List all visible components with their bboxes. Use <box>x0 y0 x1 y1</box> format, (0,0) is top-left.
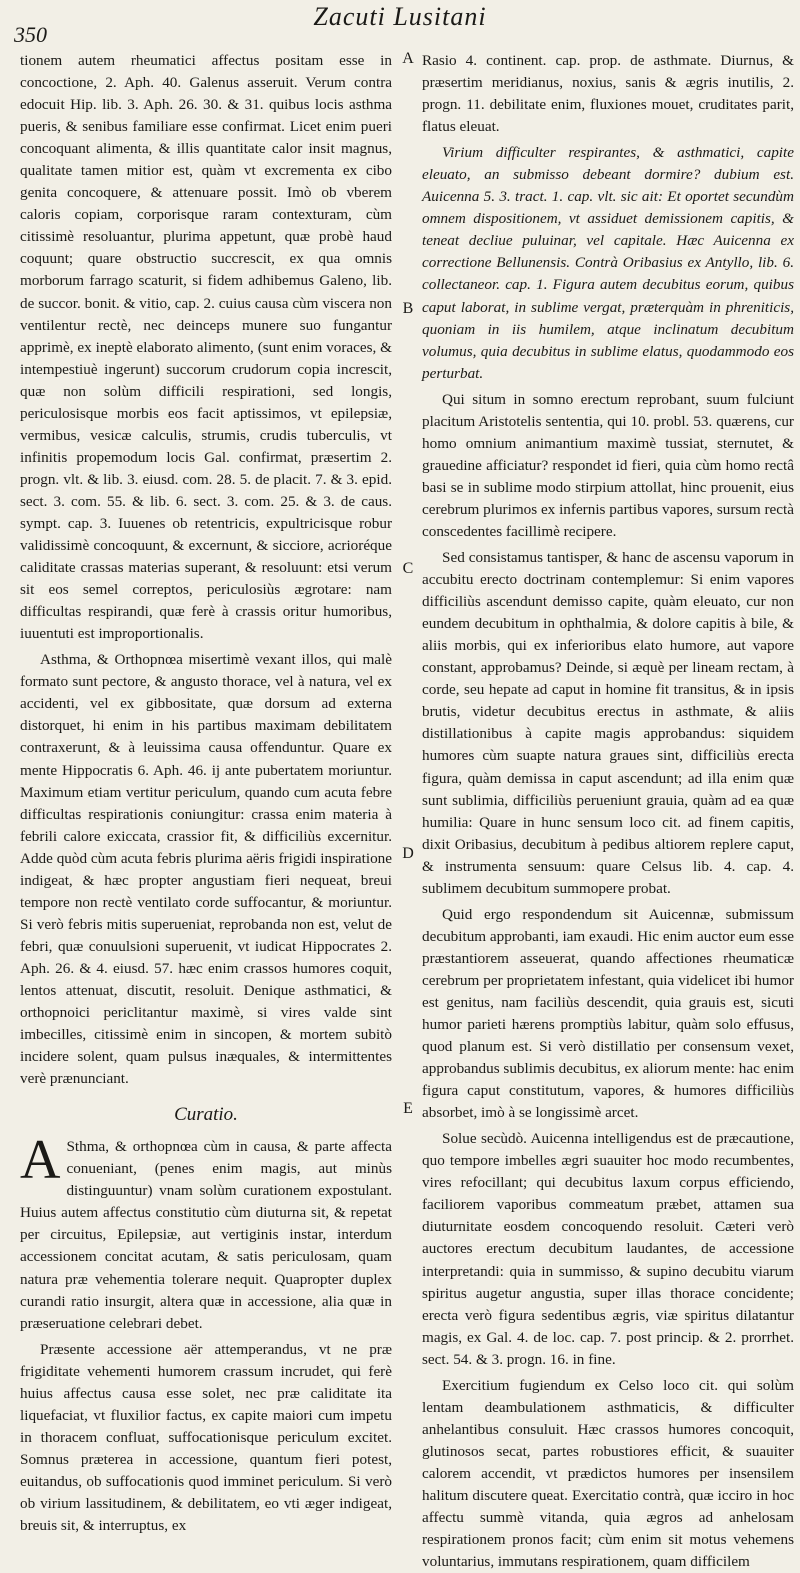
running-title: Zacuti Lusitani <box>313 2 487 31</box>
left-column <box>20 50 392 1537</box>
margin-letter-e: E <box>403 1100 413 1117</box>
paragraph: Exercitium fugiendum ex Celso loco cit. qui solùm lentam deambulationem asthmaticis, & difficulter anhelantibus consuluit. Hæc crassos humores concoquit, glutinosos secat, partes robustiores efficit, & suauiter calorem accendit, vt prædictos humores per insensilem halitum discutere queat. Exercitatio contrà, quæ icciro in hoc affectu summè vitanda, quia ægros ad anhelosam respirationem pronos facit; cùm enim sit motus vehemens voluntarius, immutans respirationem, quam difficilem <box>422 1376 794 1571</box>
paragraph: Quid ergo respondendum sit Auicennæ, submissum decubitum approbanti, iam exaudi. Hic enim auctor eum esse præstantiorem asseuerat, quando affectiones rheumaticæ cerebrum per proprietatem infestant, quia videlicet ibi humor est genitus, nam faciliùs descendit, quia grauis est, sicuti humor parieti hærens promptiùs labitur, quàm solo effusus, quod planum est. Si verò distillatio per consensum vexet, approbandus sublimis decubitus, ex aliorum mente: hac enim figura caput constitutum, vapores, & humores difficiliùs absorbet, imò à se longissimè arcet. <box>422 905 795 1122</box>
margin-letter-a: A <box>402 50 414 67</box>
paragraph-text: Sthma, & orthopnœa cùm in causa, & parte affecta conueniant, (penes enim magis, aut minùs distinguuntur) vnam solùm curationem expostulant. Huius autem affectus constitutio cùm diuturna sit, & repetat per circuitus, Epilepsiæ, aut vertiginis instar, interdum accessionem concitat acutam, & satis periculosam, quam natura præ vehementia tolerare nequit. Quapropter duplex curandi ratio insurgit, altera quæ in accessione, alia quæ in præseruatione celebrari debet. <box>20 1138 392 1332</box>
paragraph: tionem autem rheumatici affectus positam esse in concoctione, 2. Aph. 40. Galenus asseruit. Verum contra edocuit Hip. lib. 3. Aph. 26. 30. & 31. quibus locis asthma pueris, & senibus familiare esse confirmat. Licet enim pueri concoquant alimenta, & illis quantitate calor insit magnus, qualitate tamen mitior est, quàm vt excrementa ex cibo genita concoquere, & attenuare possit. Imò ob vberem caloris copiam, corporisque raram contexturam, cùm citissimè resoluantur, plurima appetunt, quæ probè haud coquunt; quare obstructio succrescit, ex qua omnis morborum farrago scaturit, si fidem adhibemus Galeno, lib. de succor. bonit. & vitio, cap. 2. cuius causa cùm viscera non ventilentur rectè, nec deinceps munere suo fungantur apprimè, ex ineptè elaborato alimento, (sunt enim voraces, & intempestiuè ingerunt) succorum crudorum copia increscit, quæ non solùm difficili respirationi, sed longis, periculosisque morbis eos facit aptissimos, vt epilepsiæ, vermibus, vesicæ calculis, strumis, crudis tuberculis, vt infinitis propemodum locis Gal. confirmat, præsertim 2. progn. vlt. & lib. 3. eiusd. com. 28. 5. de placit. 7. & 3. epid. sect. 3. com. 55. & lib. 6. sect. 3. com. 25. & 3. de caus. sympt. cap. 3. Iuuenes ob retentricis, expultricisque robur validissimè concoquunt, & excernunt, & sicciore, acrioréque caliditate crassas materias superant, & resoluunt: etsi verum sit eos semel correptos, periculosiùs ægrotare: nam difficultas respirandi, quæ ferè à crassis oritur humoribus, iuuentuti est improportionalis. <box>20 52 392 643</box>
margin-letter-d: D <box>402 845 414 862</box>
paragraph: Rasio 4. continent. cap. prop. de asthmate. Diurnus, & præsertim meridianus, noxius, sanis & ægris inutilis, 2. progn. 11. debilitate enim, fluxiones mouet, cruditates parit, flatus eleuat. <box>422 52 794 136</box>
section-heading: Curatio. <box>174 1104 238 1126</box>
drop-cap: A <box>20 1129 61 1192</box>
margin-letter-c: C <box>402 560 414 577</box>
paragraph: Sed consistamus tantisper, & hanc de ascensu vaporum in accubitu erecto doctrinam contemplemur: Si enim vapores difficiliùs ascendunt demisso capite, quàm eleuato, cur non eundem decubitum in ophthalmia, & dolore capitis à bile, & aliis morbis, qui ex inferioribus elato humore, aut vapore constant, approbamus? Deinde, si æquè per lineam rectam, à corde, seu hepate ad caput in homine fit transitus, & in ipsis brutis, videtur decubitus erectus in asthmate, & aliis distillationibus à capite magis approbandus: siquidem humores cùm suapte natura graues sint, difficiliùs erecta figura, quàm demissa in caput ascendunt; ad illa enim quæ sunt sublimia, difficiliùs perueniunt grauia, quàm ad ea quæ humilia: Quare in hunc sensum loco cit. ad finem capitis, dixit Oribasius, decubitum à pedibus altiorem replere caput, & instrumenta sensuum: quare Celsus lib. 4. cap. 4. sublimem decubitum summopere probat. <box>422 549 794 897</box>
right-column <box>422 50 794 1573</box>
paragraph: Qui situm in somno erectum reprobant, suum fulciunt placitum Aristotelis sententia, qui 10. probl. 53. quærens, cur homo omnium animantium maximè tussiat, sternutet, & grauedine afficiatur? respondet id fieri, quia cùm homo rectâ basi se in sublime modo stirpium attollat, hinc prouenit, eius cerebrum plurimos ex infernis partibus vapores, sursum rectà conscedentes facillimè recipere. <box>422 390 794 540</box>
paragraph: Præsente accessione aër attemperandus, vt ne præ frigiditate vehementi humorem crassum incrudet, qui ferè huius affectus causa esse solet, nec præ caliditate ita liquefaciat, vt fluxilior factus, ex capite maiori cum impetu in thoracem confluat, suffocationisque periculum excitet. Somnus præterea in accessione, quantum fieri potest, euitandus, ob suffocationis quod imminet periculum. Si verò ob virium lassitudinem, & debilitatem, eo vti æger indigeat, breuis sit, & interruptus, ex <box>20 1340 392 1535</box>
paragraph-with-initial <box>20 1129 392 1334</box>
margin-letter-b: B <box>402 300 414 317</box>
paragraph: Solue secùdò. Auicenna intelligendus est de præcautione, quo tempore imbelles ægri suauiter hoc modo recumbentes, vires refocillant; qui decubitus laxum corpus efficiendo, faciliorem vaporibus commeatum præbet, attamen sua diuturnitate eosdem concoquendo resoluit. Cæteri verò auctores erectum decubitum laudantes, de accessione interpretandi: quia in summisso, & supino decubitu viarum spiritus augetur angustia, super illas thorace concidente; erecta verò figura sedentibus ægris, viæ spiritus dilatantur magis, ex Gal. 4. de loc. cap. 7. post princip. & 2. prorrhet. sect. 54. & 3. progn. 16. in fine. <box>422 1130 794 1368</box>
page-number: 350 <box>14 22 47 47</box>
paragraph: Asthma, & Orthopnœa misertimè vexant illos, qui malè formato sunt pectore, & angusto thorace, vel à natura, vel ex accidenti, vel ex gibbositate, quæ dorsum ad externa distorquet, hi enim in his partibus maximam debilitatem contraxerunt, & à leuissima causa offenduntur. Quare ex mente Hippocratis 6. Aph. 46. ij ante pubertatem moriuntur. Maximum etiam vertitur periculum, quando cum acuta febre difficultas respirationis coniungitur: crassa enim materia à febrili calore exiccata, crassior fit, & difficiliùs excernitur. Adde quòd cùm acuta febris plurima aëris frigidi inspiratione indigeat, & hæc propter angustiam fieri nequeat, breui tempore non rectè ventilato corde suffocantur, & moriuntur. Si verò febris mitis superueniat, reprobanda non est, velut de febri, quæ conuulsioni superuenit, vt iudicat Hippocrates 2. Aph. 26. & 4. eiusd. 57. hæc enim crassos humores coquit, lentos attenuat, discutit, resoluit. Denique asthmatici, & orthopnoici periclitantur maximè, si vires valde sint imbecilles, citissimè enim in sincopen, & mortem subitò incidere solent, quam pulsus inæquales, & intermittentes verè prænunciant. <box>20 651 392 1088</box>
paragraph: Virium difficulter respirantes, & asthmatici, capite eleuato, an submisso debeant dormire? dubium est. Auicenna 5. 3. tract. 1. cap. vlt. sic ait: Et oportet secundùm omnem dispositionem, vt assiduet demissionem capitis, & teneat decliue puluinar, vel capitale. Hæc Auicenna ex correctione Bellunensis. Contrà Oribasius ex Antyllo, lib. 6. collectaneor. cap. 1. Figura autem decubitus eorum, quibus caput laborat, in sublime vergat, præterquàm in phreniticis, quoniam in iis humilem, atque inclinatum decubitum volumus, quia decubitus in sublime elatus, quodammodo eos perturbat. <box>422 144 794 382</box>
